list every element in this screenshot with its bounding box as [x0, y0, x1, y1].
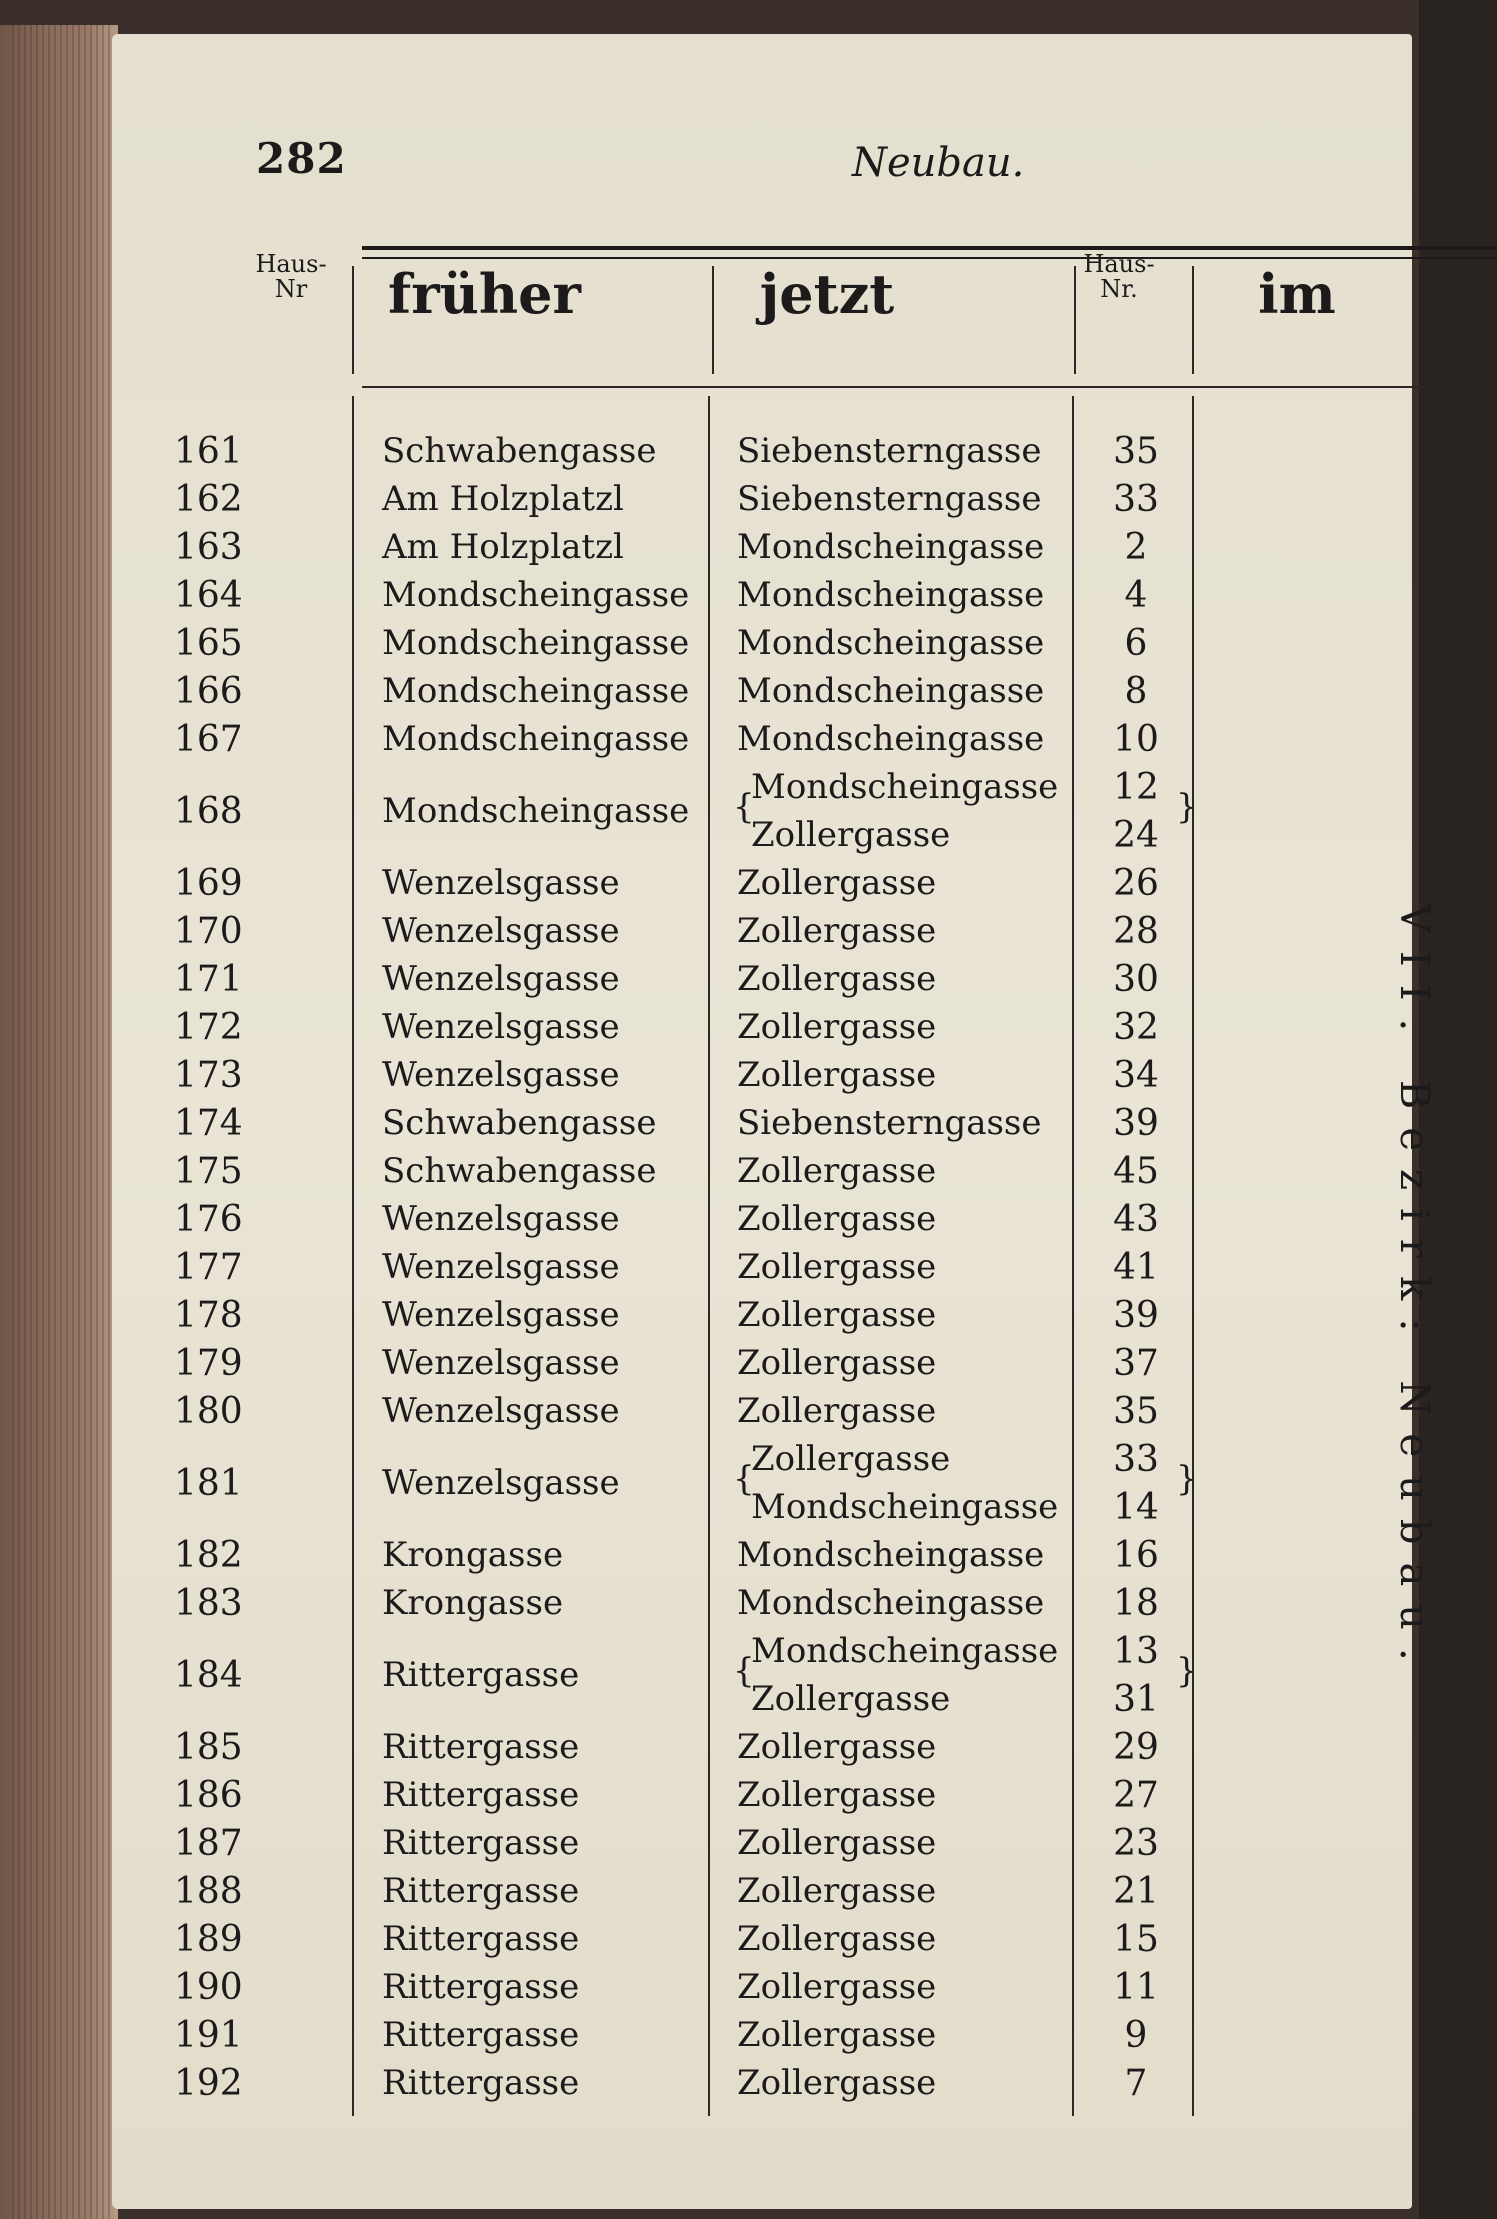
old-house-number: 168 [174, 791, 243, 832]
former-street: Mondscheingasse [382, 575, 690, 615]
new-house-number: 35 [1113, 1391, 1159, 1432]
old-house-number: 169 [174, 863, 243, 904]
former-street: Rittergasse [382, 1775, 580, 1815]
new-house-number: 11 [1113, 1967, 1159, 2008]
former-street: Schwabengasse [382, 1151, 657, 1191]
current-street: Zollergasse [737, 863, 937, 903]
current-street: Mondscheingasse [751, 1631, 1059, 1671]
former-street: Rittergasse [382, 1727, 580, 1767]
current-street: Mondscheingasse [737, 719, 1045, 759]
old-house-number: 184 [174, 1655, 243, 1696]
new-house-number: 43 [1113, 1199, 1159, 1240]
current-street: Mondscheingasse [737, 671, 1045, 711]
new-house-number: 6 [1124, 623, 1148, 664]
current-street: Mondscheingasse [751, 1487, 1059, 1527]
new-house-number: 37 [1113, 1343, 1159, 1384]
old-house-number: 183 [174, 1583, 243, 1624]
former-street: Wenzelsgasse [382, 1055, 620, 1095]
new-house-number: 39 [1113, 1103, 1159, 1144]
current-street: Zollergasse [737, 1247, 937, 1287]
new-house-number: 33 [1113, 1439, 1159, 1480]
former-street: Krongasse [382, 1535, 564, 1575]
new-house-number: 10 [1113, 719, 1159, 760]
new-house-number: 27 [1113, 1775, 1159, 1816]
former-street: Wenzelsgasse [382, 863, 620, 903]
column-separator [352, 396, 354, 2116]
page [112, 34, 1437, 2209]
former-street: Mondscheingasse [382, 671, 690, 711]
current-street: Zollergasse [737, 911, 937, 951]
current-street: Zollergasse [737, 1295, 937, 1335]
new-house-number: 31 [1113, 1679, 1159, 1720]
new-house-number: 23 [1113, 1823, 1159, 1864]
new-house-number: 9 [1124, 2015, 1148, 2056]
column-header-im: im [1258, 262, 1336, 326]
new-house-number: 8 [1124, 671, 1148, 712]
column-separator [1072, 396, 1074, 2116]
former-street: Mondscheingasse [382, 791, 690, 831]
old-house-number: 176 [174, 1199, 243, 1240]
new-house-number: 14 [1113, 1487, 1159, 1528]
old-house-number: 175 [174, 1151, 243, 1192]
new-house-number: 34 [1113, 1055, 1159, 1096]
running-title: Neubau. [852, 140, 1025, 186]
new-house-number: 4 [1124, 575, 1148, 616]
current-street: Zollergasse [751, 1679, 951, 1719]
current-street: Siebensterngasse [737, 431, 1042, 471]
current-street: Mondscheingasse [737, 527, 1045, 567]
old-house-number: 173 [174, 1055, 243, 1096]
former-street: Rittergasse [382, 1967, 580, 2007]
old-house-number: 192 [174, 2063, 243, 2104]
old-house-number: 174 [174, 1103, 243, 1144]
old-house-number: 182 [174, 1535, 243, 1576]
current-street: Zollergasse [751, 1439, 951, 1479]
brace-mark: } [1176, 1459, 1198, 1499]
new-house-number: 41 [1113, 1247, 1159, 1288]
old-house-number: 171 [174, 959, 243, 1000]
current-street: Zollergasse [737, 1391, 937, 1431]
old-house-number: 177 [174, 1247, 243, 1288]
old-house-number: 185 [174, 1727, 243, 1768]
former-street: Wenzelsgasse [382, 911, 620, 951]
old-house-number: 181 [174, 1463, 243, 1504]
district-side-label: VII. Bezirk: Neubau. [1391, 904, 1437, 1679]
new-house-number: 24 [1113, 815, 1159, 856]
page-number: 282 [256, 134, 347, 183]
old-house-number: 188 [174, 1871, 243, 1912]
brace-mark: { [733, 787, 755, 827]
header-separator [1074, 266, 1076, 374]
column-header-jetzt: jetzt [759, 262, 895, 326]
brace-mark: { [733, 1459, 755, 1499]
new-house-number: 32 [1113, 1007, 1159, 1048]
current-street: Mondscheingasse [737, 575, 1045, 615]
old-house-number: 187 [174, 1823, 243, 1864]
current-street: Zollergasse [737, 1151, 937, 1191]
former-street: Wenzelsgasse [382, 1199, 620, 1239]
brace-mark: } [1176, 1651, 1198, 1691]
current-street: Mondscheingasse [751, 767, 1059, 807]
former-street: Am Holzplatzl [382, 479, 624, 519]
old-house-number: 165 [174, 623, 243, 664]
brace-mark: } [1176, 787, 1198, 827]
header-separator [712, 266, 714, 374]
old-house-number: 167 [174, 719, 243, 760]
new-house-number: 45 [1113, 1151, 1159, 1192]
old-house-number: 161 [174, 431, 243, 472]
current-street: Zollergasse [737, 1343, 937, 1383]
old-house-number: 164 [174, 575, 243, 616]
old-house-number: 191 [174, 2015, 243, 2056]
column-header-haus-nr-right: Haus-Nr. [1083, 250, 1155, 304]
old-house-number: 166 [174, 671, 243, 712]
new-house-number: 21 [1113, 1871, 1159, 1912]
former-street: Wenzelsgasse [382, 1463, 620, 1503]
current-street: Zollergasse [751, 815, 951, 855]
old-house-number: 180 [174, 1391, 243, 1432]
new-house-number: 12 [1113, 767, 1159, 808]
former-street: Mondscheingasse [382, 623, 690, 663]
former-street: Krongasse [382, 1583, 564, 1623]
current-street: Zollergasse [737, 1871, 937, 1911]
new-house-number: 39 [1113, 1295, 1159, 1336]
new-house-number: 28 [1113, 911, 1159, 952]
former-street: Wenzelsgasse [382, 1343, 620, 1383]
former-street: Rittergasse [382, 1655, 580, 1695]
old-house-number: 172 [174, 1007, 243, 1048]
column-header-frueher: früher [387, 262, 581, 326]
new-house-number: 26 [1113, 863, 1159, 904]
column-separator [708, 396, 710, 2116]
current-street: Zollergasse [737, 2015, 937, 2055]
new-house-number: 18 [1113, 1583, 1159, 1624]
old-house-number: 190 [174, 1967, 243, 2008]
new-house-number: 30 [1113, 959, 1159, 1000]
new-house-number: 2 [1124, 527, 1148, 568]
former-street: Rittergasse [382, 2015, 580, 2055]
former-street: Wenzelsgasse [382, 1391, 620, 1431]
old-house-number: 170 [174, 911, 243, 952]
new-house-number: 29 [1113, 1727, 1159, 1768]
old-house-number: 178 [174, 1295, 243, 1336]
header-rule [362, 386, 1492, 388]
top-double-rule [362, 246, 1497, 259]
page-edges [12, 25, 112, 2219]
current-street: Zollergasse [737, 1727, 937, 1767]
current-street: Zollergasse [737, 959, 937, 999]
old-house-number: 163 [174, 527, 243, 568]
current-street: Zollergasse [737, 1055, 937, 1095]
brace-mark: { [733, 1651, 755, 1691]
former-street: Wenzelsgasse [382, 1295, 620, 1335]
former-street: Am Holzplatzl [382, 527, 624, 567]
new-house-number: 7 [1124, 2063, 1148, 2104]
current-street: Zollergasse [737, 1775, 937, 1815]
old-house-number: 186 [174, 1775, 243, 1816]
former-street: Mondscheingasse [382, 719, 690, 759]
column-separator [1192, 396, 1194, 2116]
former-street: Rittergasse [382, 1919, 580, 1959]
former-street: Wenzelsgasse [382, 959, 620, 999]
header-separator [1192, 266, 1194, 374]
old-house-number: 179 [174, 1343, 243, 1384]
current-street: Siebensterngasse [737, 1103, 1042, 1143]
new-house-number: 16 [1113, 1535, 1159, 1576]
current-street: Zollergasse [737, 1919, 937, 1959]
current-street: Zollergasse [737, 1199, 937, 1239]
current-street: Mondscheingasse [737, 1583, 1045, 1623]
current-street: Zollergasse [737, 1967, 937, 2007]
former-street: Rittergasse [382, 1823, 580, 1863]
old-house-number: 189 [174, 1919, 243, 1960]
current-street: Zollergasse [737, 1007, 937, 1047]
former-street: Wenzelsgasse [382, 1007, 620, 1047]
old-house-number: 162 [174, 479, 243, 520]
current-street: Zollergasse [737, 1823, 937, 1863]
header-separator [352, 266, 354, 374]
new-house-number: 15 [1113, 1919, 1159, 1960]
former-street: Rittergasse [382, 2063, 580, 2103]
current-street: Zollergasse [737, 2063, 937, 2103]
former-street: Schwabengasse [382, 1103, 657, 1143]
former-street: Rittergasse [382, 1871, 580, 1911]
new-house-number: 35 [1113, 431, 1159, 472]
column-header-haus-nr-left: Haus-Nr [255, 250, 327, 304]
new-house-number: 33 [1113, 479, 1159, 520]
current-street: Mondscheingasse [737, 1535, 1045, 1575]
current-street: Mondscheingasse [737, 623, 1045, 663]
former-street: Wenzelsgasse [382, 1247, 620, 1287]
current-street: Siebensterngasse [737, 479, 1042, 519]
former-street: Schwabengasse [382, 431, 657, 471]
new-house-number: 13 [1113, 1631, 1159, 1672]
